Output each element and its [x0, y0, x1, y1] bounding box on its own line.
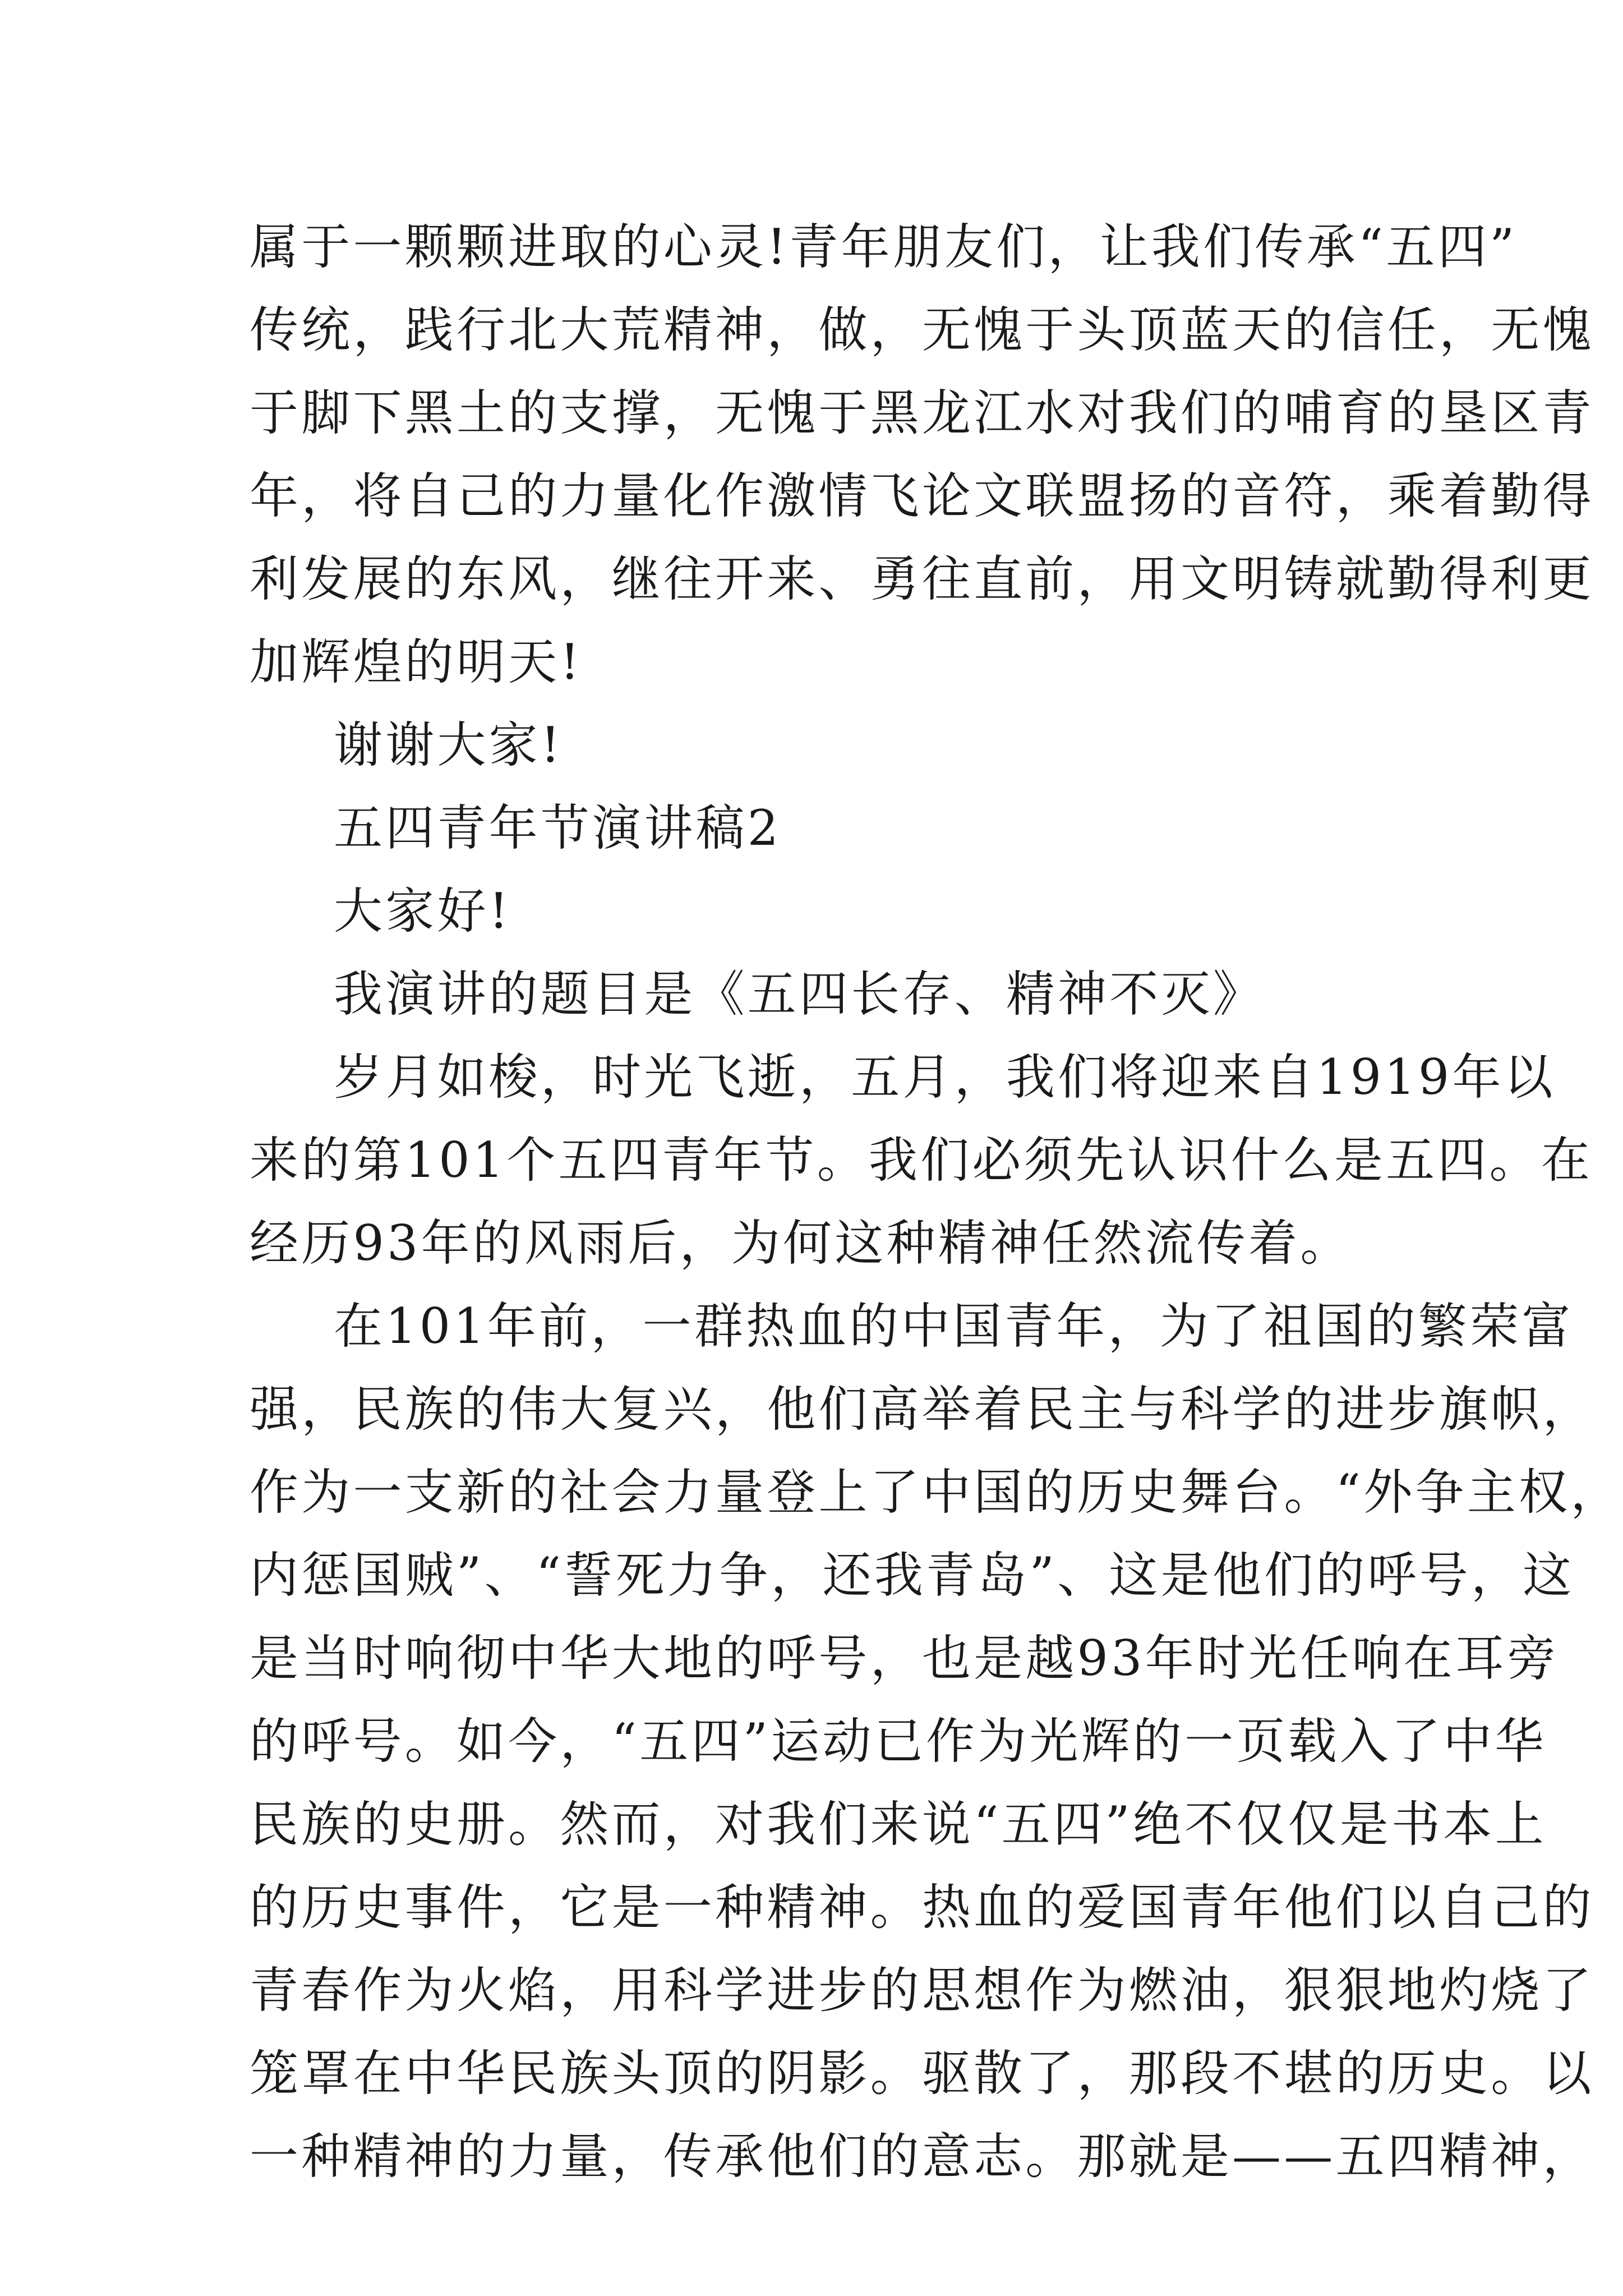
text-line: 作为一支新的社会力量登上了中国的历史舞台。“外争主权， [250, 1464, 1622, 1521]
text-line: 青春作为火焰，用科学进步的思想作为燃油，狠狠地灼烧了 [250, 1962, 1594, 2019]
text-line: 岁月如梭，时光飞逝，五月，我们将迎来自1919年以 [334, 1048, 1556, 1106]
text-line: 民族的史册。然而，对我们来说“五四”绝不仅仅是书本上 [250, 1796, 1547, 1853]
text-line: 在101年前，一群热血的中国青年，为了祖国的繁荣富 [334, 1297, 1574, 1355]
text-line: 传统，践行北大荒精神，做，无愧于头顶蓝天的信任，无愧 [250, 301, 1594, 358]
text-line: 是当时响彻中华大地的呼号，也是越93年时光任响在耳旁 [250, 1630, 1559, 1687]
text-line: 来的第101个五四青年节。我们必须先认识什么是五四。在 [250, 1131, 1593, 1189]
speech-title-line: 我演讲的题目是《五四长存、精神不灭》 [334, 965, 1265, 1023]
text-line: 经历93年的风雨后，为何这种精神任然流传着。 [250, 1214, 1352, 1272]
text-line: 一种精神的力量，传承他们的意志。那就是——五四精神， [250, 2128, 1594, 2185]
text-line: 的呼号。如今，“五四”运动已作为光辉的一页载入了中华 [250, 1713, 1547, 1770]
text-line: 笼罩在中华民族头顶的阴影。驱散了，那段不堪的历史。以 [250, 2045, 1594, 2102]
text-line: 内惩国贼”、“誓死力争，还我青岛”、这是他们的呼号，这 [250, 1547, 1575, 1604]
text-line: 加辉煌的明天! [250, 633, 583, 691]
text-line: 利发展的东风，继往开来、勇往直前，用文明铸就勤得利更 [250, 550, 1594, 608]
section-heading: 五四青年节演讲稿2 [334, 799, 782, 857]
text-line: 年，将自己的力量化作激情飞论文联盟扬的音符，乘着勤得 [250, 467, 1594, 524]
text-line: 于脚下黑土的支撑，无愧于黑龙江水对我们的哺育的垦区青 [250, 384, 1594, 441]
text-line: 强，民族的伟大复兴，他们高举着民主与科学的进步旗帜， [250, 1381, 1594, 1438]
text-line: 的历史事件，它是一种精神。热血的爱国青年他们以自己的 [250, 1879, 1594, 1936]
text-line: 属于一颗颗进取的心灵!青年朋友们，让我们传承“五四” [250, 218, 1518, 275]
closing-line: 谢谢大家! [334, 716, 564, 774]
greeting-line: 大家好! [334, 882, 511, 940]
